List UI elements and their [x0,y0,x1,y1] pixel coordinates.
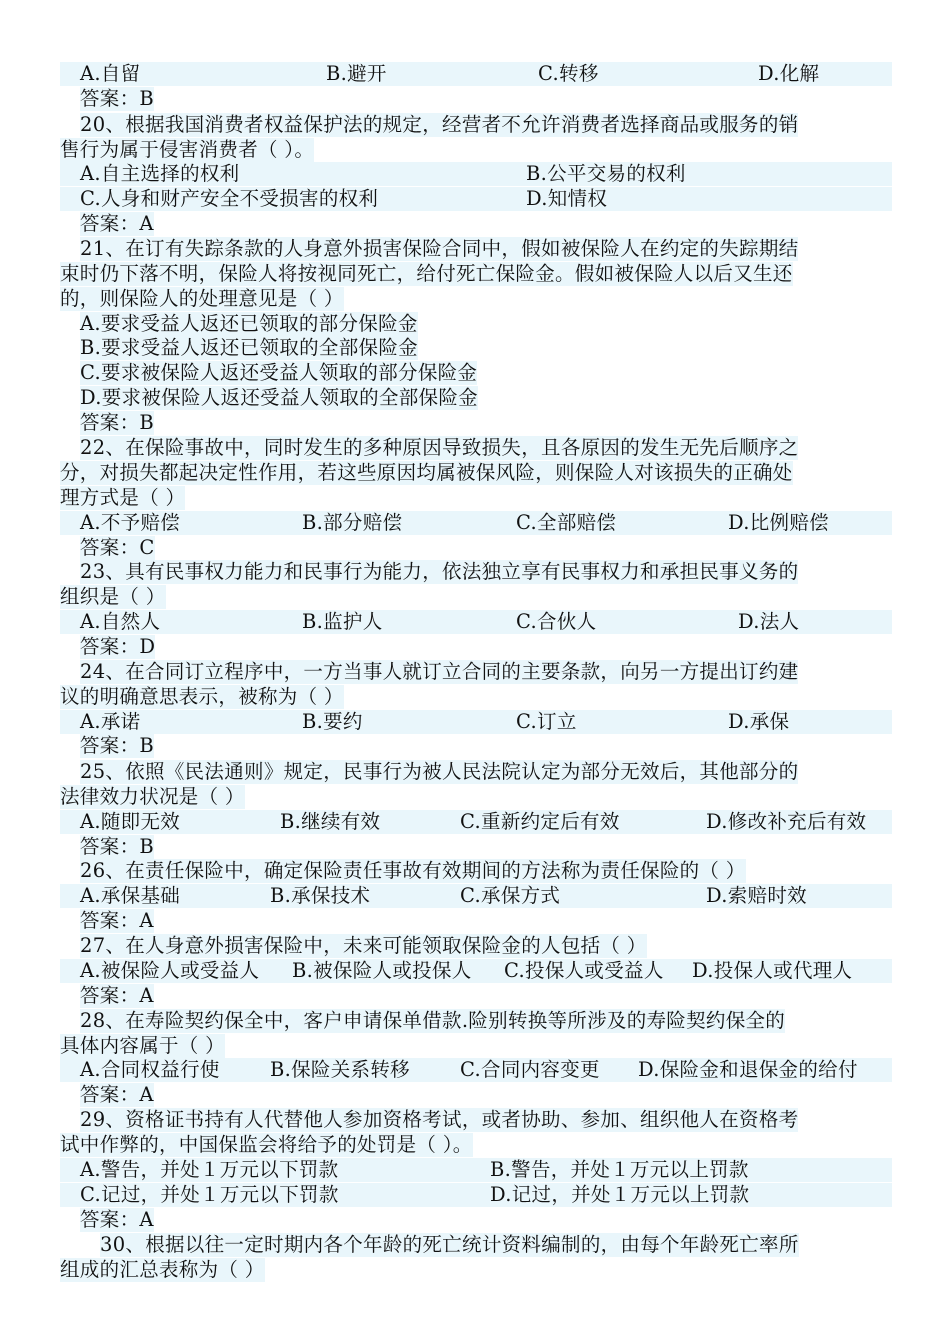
answer-19: 答案：B [80,87,155,110]
option-a: A.随即无效 [80,810,181,833]
option-c: C.全部赔偿 [516,511,617,534]
option-b: B.继续有效 [280,810,381,833]
option-d: D.比例赔偿 [728,511,829,534]
question-20-options-row1 [60,162,892,186]
option-b: B.承保技术 [270,884,371,907]
option-d: D.知情权 [526,187,608,210]
option-b: B.警告，并处１万元以上罚款 [490,1158,749,1181]
question-25-stem: 25、依照《民法通则》规定，民事行为被人民法院认定为部分无效后，其他部分的 [80,760,799,783]
option-a: A.被保险人或受益人 [80,959,260,982]
answer-29: 答案：A [80,1208,154,1231]
option-a: A.警告，并处１万元以下罚款 [80,1158,339,1181]
question-21-option-b: B.要求受益人返还已领取的全部保险金 [80,336,418,359]
question-28-stem: 28、在寿险契约保全中，客户申请保单借款.险别转换等所涉及的寿险契约保全的 [80,1009,786,1032]
option-b: B.部分赔偿 [302,511,403,534]
question-22-stem-cont: 分，对损失都起决定性作用，若这些原因均属被保风险，则保险人对该损失的正确处 [60,461,793,484]
question-19-options [60,62,892,86]
question-21-stem-cont: 的，则保险人的处理意见是（ ） [60,287,344,310]
question-22-stem: 22、在保险事故中，同时发生的多种原因导致损失，且各原因的发生无先后顺序之 [80,436,799,459]
question-26-stem: 26、在责任保险中，确定保险责任事故有效期间的方法称为责任保险的（ ） [80,859,746,882]
answer-27: 答案：A [80,984,154,1007]
question-21-option-c: C.要求被保险人返还受益人领取的部分保险金 [80,361,478,384]
question-27-options [60,959,892,983]
option-d: D.法人 [738,610,800,633]
answer-24: 答案：B [80,734,155,757]
question-20-stem: 20、根据我国消费者权益保护法的规定，经营者不允许消费者选择商品或服务的销 [80,113,799,136]
question-25-stem-cont: 法律效力状况是（ ） [60,785,245,808]
option-a: A.承保基础 [80,884,181,907]
question-20-stem-cont: 售行为属于侵害消费者（ ）。 [60,138,315,161]
option-a: A.不予赔偿 [80,511,181,534]
option-b: B.要约 [302,710,363,733]
option-c: C.合伙人 [516,610,597,633]
question-23-stem-cont: 组织是（ ） [60,585,166,608]
option-a: A.承诺 [80,710,141,733]
answer-25: 答案：B [80,835,155,858]
option-c: C.人身和财产安全不受损害的权利 [80,187,379,210]
question-26-options [60,884,892,908]
answer-26: 答案：A [80,909,154,932]
question-30-stem: 30、根据以往一定时期内各个年龄的死亡统计资料编制的，由每个年龄死亡率所 [100,1233,799,1256]
question-23-options [60,610,892,634]
question-29-options-row1 [60,1158,892,1182]
option-a: A.自主选择的权利 [80,162,240,185]
question-21-stem: 21、在订有失踪条款的人身意外损害保险合同中，假如被保险人在约定的失踪期结 [80,237,799,260]
question-24-stem: 24、在合同订立程序中，一方当事人就订立合同的主要条款，向另一方提出订约建 [80,660,799,683]
question-29-stem: 29、资格证书持有人代替他人参加资格考试，或者协助、参加、组织他人在资格考 [80,1108,799,1131]
option-d: D.索赔时效 [706,884,807,907]
answer-23: 答案：D [80,635,156,658]
question-30-stem-cont: 组成的汇总表称为（ ） [60,1258,265,1281]
answer-22: 答案：C [80,536,155,559]
question-24-stem-cont: 议的明确意思表示，被称为（ ） [60,685,344,708]
option-d: D.记过，并处１万元以上罚款 [490,1183,750,1206]
option-b: B.被保险人或投保人 [292,959,472,982]
option-c: C.转移 [538,62,599,85]
answer-20: 答案：A [80,212,154,235]
question-22-stem-cont: 理方式是（ ） [60,486,186,509]
option-b: B.公平交易的权利 [526,162,686,185]
option-c: C.订立 [516,710,577,733]
option-d: D.保险金和退保金的给付 [638,1058,858,1081]
question-28-stem-cont: 具体内容属于（ ） [60,1034,225,1057]
answer-28: 答案：A [80,1083,154,1106]
question-24-options [60,710,892,734]
question-21-stem-cont: 束时仍下落不明，保险人将按视同死亡，给付死亡保险金。假如被保险人以后又生还 [60,262,793,285]
option-a: A.自留 [80,62,141,85]
question-29-stem-cont: 试中作弊的，中国保监会将给予的处罚是（ ）。 [60,1133,473,1156]
option-b: B.保险关系转移 [270,1058,410,1081]
question-25-options [60,810,892,834]
question-28-options [60,1058,892,1082]
option-b: B.监护人 [302,610,383,633]
question-23-stem: 23、具有民事权力能力和民事行为能力，依法独立享有民事权力和承担民事义务的 [80,560,799,583]
option-a: A.合同权益行使 [80,1058,220,1081]
option-c: C.合同内容变更 [460,1058,600,1081]
question-20-options-row2 [60,187,892,211]
option-d: D.修改补充后有效 [706,810,867,833]
answer-21: 答案：B [80,411,155,434]
option-a: A.自然人 [80,610,161,633]
question-22-options [60,511,892,535]
option-c: C.记过，并处１万元以下罚款 [80,1183,339,1206]
option-c: C.承保方式 [460,884,561,907]
option-d: D.投保人或代理人 [692,959,853,982]
question-27-stem: 27、在人身意外损害保险中，未来可能领取保险金的人包括（ ） [80,934,647,957]
option-d: D.化解 [758,62,820,85]
option-c: C.投保人或受益人 [504,959,664,982]
option-c: C.重新约定后有效 [460,810,620,833]
option-d: D.承保 [728,710,790,733]
question-29-options-row2 [60,1183,892,1207]
option-b: B.避开 [326,62,387,85]
question-21-option-a: A.要求受益人返还已领取的部分保险金 [80,312,418,335]
question-21-option-d: D.要求被保险人返还受益人领取的全部保险金 [80,386,478,409]
